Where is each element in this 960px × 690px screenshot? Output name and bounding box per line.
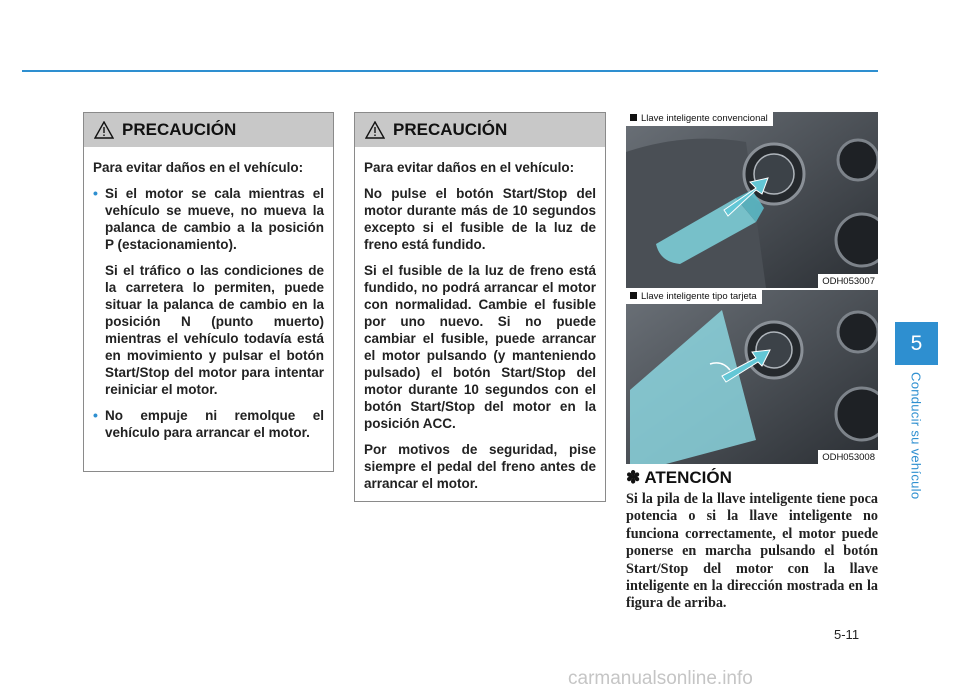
precaution-intro: Para evitar daños en el vehículo: — [364, 160, 575, 175]
bullet-item — [93, 407, 324, 441]
precaution-paragraph: Por motivos de seguridad, pise siempre el pedal del freno antes de arrancar el motor. — [364, 442, 596, 491]
bullet-text: No empuje ni remolque el vehículo para arrancar el motor. — [105, 408, 324, 440]
figure-conventional-key — [626, 112, 878, 288]
precaution-box-middle — [354, 112, 606, 502]
figure-caption — [626, 290, 762, 304]
chapter-number: 5 — [910, 331, 923, 355]
attention-title: ✽ ATENCIÓN — [626, 468, 732, 487]
key-fob-illustration — [626, 112, 878, 288]
precaution-header — [84, 113, 333, 147]
precaution-intro: Para evitar daños en el vehículo: — [93, 160, 304, 175]
bullet-dot-icon: • — [93, 407, 98, 423]
precaution-paragraph: No pulse el botón Start/Stop del motor durante más de 10 segundos excepto si el fusible de la luz de freno está fundido. — [364, 186, 596, 252]
chapter-title-vertical: Conducir su vehículo — [908, 372, 924, 500]
precaution-heading: PRECAUCIÓN — [393, 120, 508, 139]
bullet-item — [93, 185, 324, 253]
precaution-paragraph: Si el fusible de la luz de freno está fundido, no podrá arrancar el motor con normalidad. Cambie el fusible por uno nuevo. Si no puede cambiar el fusible, puede arrancar el motor pulsando (y manteniendo pulsado) el botón Start/Stop del motor durante 10 segundos con el botón Start/Stop del motor en la posición ACC. — [364, 263, 596, 431]
top-rule — [22, 70, 878, 72]
bullet-text: Si el motor se cala mientras el vehículo se mueve, no mueva la palanca de cambio a la posición P (estacionamiento). — [105, 186, 324, 252]
caption-text: Llave inteligente tipo tarjeta — [641, 291, 757, 302]
attention-text: Si la pila de la llave inteligente tiene poca potencia o si la llave inteligente no funciona correctamente, el motor puede ponerse en marcha pulsando el botón Start/Stop del motor con la llave inteligente en la dirección mostrada en la figura de arriba. — [626, 491, 878, 612]
figure-card-key — [626, 290, 878, 464]
precaution-heading: PRECAUCIÓN — [122, 120, 237, 139]
warning-triangle-icon — [365, 121, 385, 139]
chapter-tab — [895, 322, 938, 365]
watermark: carmanualsonline.info — [568, 668, 753, 689]
precaution-body — [355, 147, 605, 492]
page-number: 5-11 — [834, 627, 860, 642]
figure-caption — [626, 112, 773, 126]
bullet-dot-icon: • — [93, 185, 98, 201]
card-key-illustration — [626, 290, 878, 464]
warning-triangle-icon — [94, 121, 114, 139]
figure-code: ODH053007 — [818, 274, 878, 288]
caption-text: Llave inteligente convencional — [641, 113, 768, 124]
precaution-body — [84, 147, 333, 441]
figure-code: ODH053008 — [818, 450, 878, 464]
caption-square-icon — [630, 292, 637, 299]
precaution-box-left — [83, 112, 334, 472]
caption-square-icon — [630, 114, 637, 121]
bullet-continuation: Si el tráfico o las condiciones de la carretera lo permiten, puede situar la palanca de cambio en la posición N (punto muerto) mientras el vehículo todavía está en movimiento y pulsar el botón Start/Stop del motor para intentar reiniciar el motor. — [105, 263, 324, 397]
precaution-header — [355, 113, 605, 147]
